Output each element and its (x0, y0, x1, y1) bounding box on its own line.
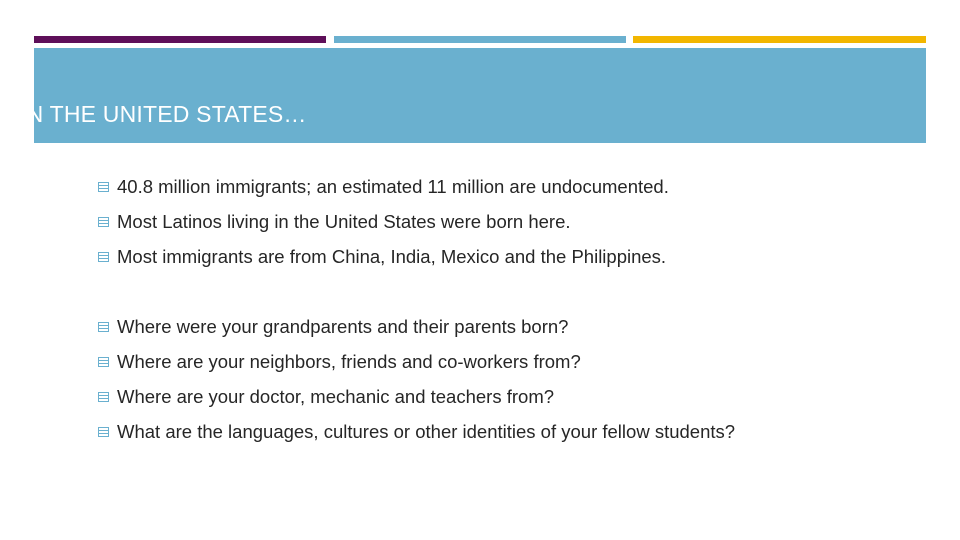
bullet-text: Most Latinos living in the United States were born here. (117, 211, 571, 232)
bullet-text: Where were your grandparents and their parents born? (117, 316, 569, 337)
bullet-text: What are the languages, cultures or other identities of your fellow students? (117, 421, 736, 442)
square-bullet-icon (98, 427, 109, 437)
accent-bar-purple (34, 36, 326, 43)
bullet-text: Most immigrants are from China, India, Mexico and the Philippines. (117, 246, 667, 267)
bullet-item (98, 385, 554, 409)
accent-bar-blue (334, 36, 626, 43)
square-bullet-icon (98, 322, 109, 332)
bullet-text: 40.8 million immigrants; an estimated 11 million are undocumented. (117, 176, 669, 197)
accent-bar-gold (633, 36, 926, 43)
square-bullet-icon (98, 392, 109, 402)
title-band (34, 48, 926, 143)
bullet-item (98, 315, 568, 339)
bullet-item (98, 420, 735, 444)
bullet-item (98, 210, 571, 234)
bullet-item (98, 350, 581, 374)
bullet-item (98, 245, 666, 269)
square-bullet-icon (98, 217, 109, 227)
bullet-text: Where are your neighbors, friends and co-workers from? (117, 351, 581, 372)
bullet-item (98, 175, 669, 199)
square-bullet-icon (98, 252, 109, 262)
bullet-text: Where are your doctor, mechanic and teachers from? (117, 386, 555, 407)
square-bullet-icon (98, 182, 109, 192)
slide-title: IN THE UNITED STATES… (20, 101, 307, 127)
square-bullet-icon (98, 357, 109, 367)
